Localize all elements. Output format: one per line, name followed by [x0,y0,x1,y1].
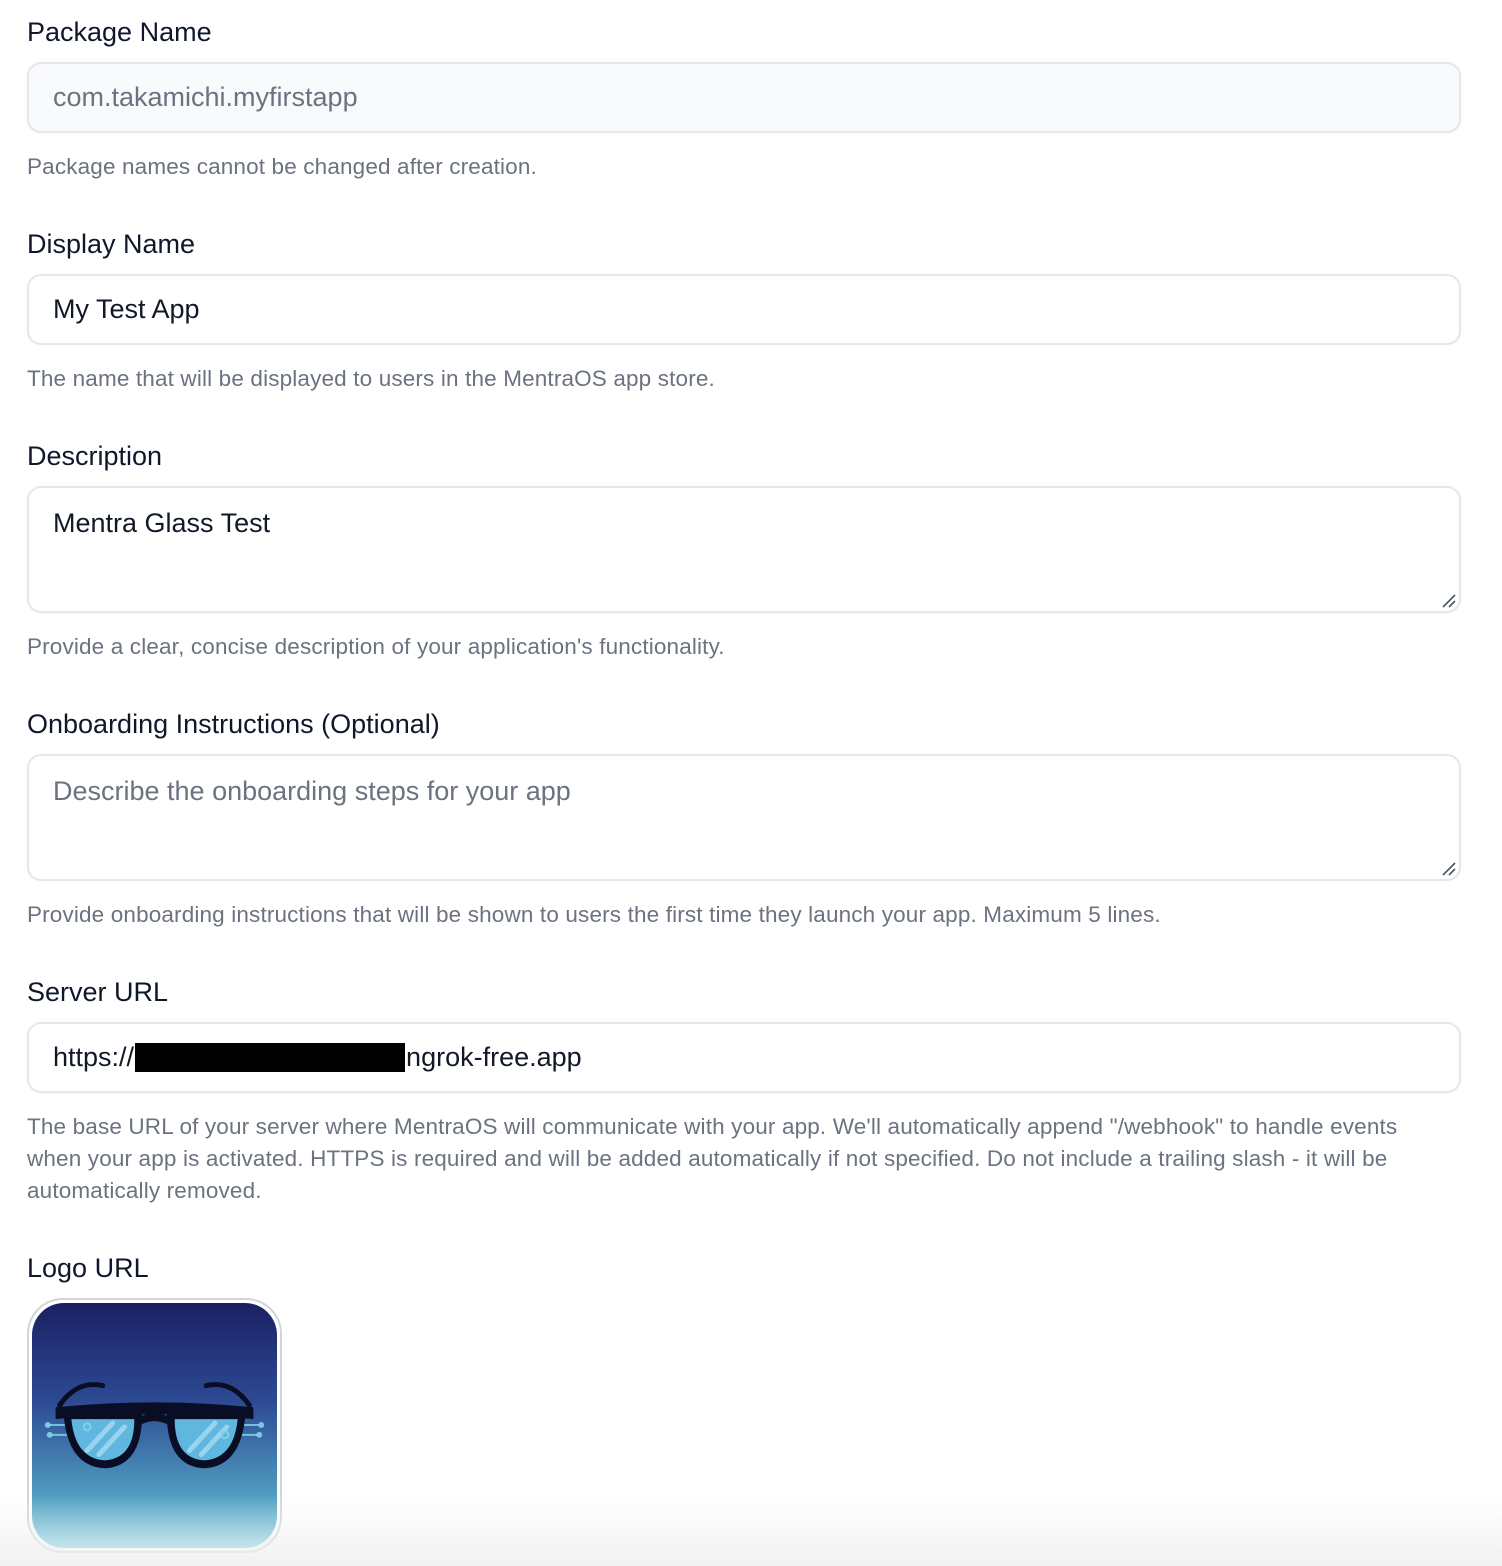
onboarding-help: Provide onboarding instructions that will be shown to users the first time they launch your app. Maximum 5 lines. [27,902,1161,927]
package-name-help: Package names cannot be changed after creation. [27,154,537,179]
display-name-help: The name that will be displayed to users in the MentraOS app store. [27,366,715,391]
package-name-label: Package Name [27,17,212,47]
package-name-value: com.takamichi.myfirstapp [53,82,358,112]
logo-image [32,1303,277,1548]
server-url-input[interactable] [27,1022,1461,1093]
server-url-suffix: ngrok-free.app [406,1042,582,1072]
onboarding-placeholder: Describe the onboarding steps for your app [53,776,571,806]
display-name-label: Display Name [27,229,196,259]
resize-handle-icon[interactable] [1439,859,1457,877]
glasses-icon [32,1303,277,1548]
onboarding-textarea[interactable] [27,754,1461,881]
description-value: Mentra Glass Test [53,508,271,538]
description-textarea[interactable] [27,486,1461,613]
server-url-label: Server URL [27,977,169,1007]
onboarding-label: Onboarding Instructions (Optional) [27,709,440,739]
resize-handle-icon[interactable] [1439,591,1457,609]
display-name-input[interactable] [27,274,1461,345]
logo-url-label: Logo URL [27,1253,149,1283]
server-url-prefix: https:// [53,1042,135,1072]
server-url-help: The base URL of your server where MentraOS will communicate with your app. We'll automatically append "/webhook" to handle events when your app is activated. HTTPS is required and will be added automatically if not specified. Do not include a trailing slash - it will be automatically removed. [27,1114,1398,1203]
package-name-input[interactable] [27,62,1461,133]
description-help: Provide a clear, concise description of your application's functionality. [27,634,725,659]
description-label: Description [27,441,163,471]
display-name-value: My Test App [53,294,200,324]
redaction-bar [135,1043,405,1072]
logo-preview[interactable] [27,1298,282,1553]
